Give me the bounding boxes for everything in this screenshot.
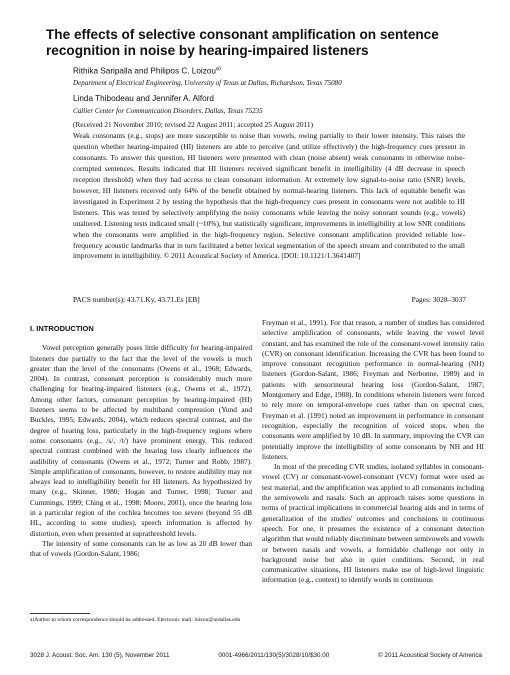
body-paragraph: Freyman et al., 1991). For that reason, a number of studies has considered selective amplification of consonants, while leaving the vowel level constant, and has examined the role of the consonant-vowel intensity ratio (CVR) on consonant identification. Increasing the CVR has been found to improve consonant recognition performance in normal-hearing (NH) listeners (Gordon-Salant, 1986; Freyman and Nerbonne, 1989) and in patients with sensorineural hearing loss (Gordon-Salant, 1987; Montgomery and Edge, 1988). In conditions wherein listeners were forced to rely more on temporal-envelope cues rather than on spectral cues, Freyman et al. (1991) noted an improvement in performance in consonant recognition, especially the recognition of voiced stops, when the consonants were amplified by 10 dB. In summary, improving the CVR can potentially improve the intelligibility of some consonants by NH and HI listeners. [262,318,484,461]
page-footer [30,652,482,659]
affiliation-1: Department of Electrical Engineering, University of Texas at Dallas, Richardson, Texas 75080 [73,79,342,87]
received-dates: (Received 21 November 2010; revised 22 August 2011; accepted 25 August 2011) [73,120,314,129]
footer-code: 0001-4966/2011/130(5)/3028/10/$30.00 [218,652,330,659]
page-range: Pages: 3028–3037 [411,295,466,304]
author-line-1 [73,66,221,76]
right-column [262,318,484,586]
article-title: The effects of selective consonant amplification on sentence recognition in noise by hearing-impaired listeners [46,27,439,58]
left-column [30,318,252,560]
affiliation-2: Callier Center for Communication Disorders, Dallas, Texas 75235 [73,107,263,115]
abstract: Weak consonants (e.g., stops) are more susceptible to noise than vowels, owing partially to their lower intensity. This raises the question whether hearing-impaired (HI) listeners are able to perceive (and utilize effectively) the high-frequency cues present in consonants. To answer this question, HI listeners were presented with clean (noise absent) weak consonants in otherwise noise-corrupted sentences. Results indicated that HI listeners received significant benefit in intelligibility (4 dB decrease in speech reception threshold) when they had access to clean consonant information. At extremely low signal-to-noise ratio (SNR) levels, however, HI listeners received only 64% of the benefit obtained by normal-hearing listeners. This lack of equitable benefit was investigated in Experiment 2 by testing the hypothesis that the high-frequency cues present in consonants were not audible to HI listeners. This was tested by selectively amplifying the noisy consonants while leaving the noisy sonorant sounds (e.g., vowels) unaltered. Listening tests indicated small (~10%), but statistically significant, improvements in intelligibility at low SNR conditions when the consonants were amplified in the high-frequency region. Selective consonant amplification provided reliable low-frequency acoustic landmarks that in turn facilitated a better lexical segmentation of the speech stream and contributed to the small improvement in intelligibility. © 2011 Acoustical Society of America. [DOI: 10.1121/1.3641407] [73,131,465,261]
authors-1: Rithika Saripalla and Philipos C. Loizou [73,66,216,76]
section-heading: I. INTRODUCTION [30,324,94,333]
footer-journal: 3028 J. Acoust. Soc. Am. 130 (5), November 2011 [30,652,170,659]
body-paragraph: Vowel perception generally poses little difficulty for hearing-impaired listeners due partially to the fact that the level of the vowels is much greater than the level of the consonants (Owens et al., 1968; Edwards, 2004). In contrast, consonant perception is considerably much more challenging for hearing-impaired listeners (e.g., Owens et al., 1972). Among other factors, consonant perception by hearing-impaired (HI) listeners seems to be affected by multiband compression (Yund and Buckles, 1995; Edwards, 2004), which reduces spectral contrast, and the degree of hearing loss, particularly in the high-frequency regions where some consonants (e.g., /s/, /t/) have prominent energy. This reduced spectral contrast combined with the hearing loss clearly influences the audibility of consonants (Owens et al., 1972; Turner and Robb, 1987). Simple amplification of consonants, however, to restore audibility may not always lead to intelligibility benefit for HI listeners. As hypothesized by many (e.g., Skinner, 1980; Hogan and Turner, 1998; Turner and Cummings, 1999; Ching et al., 1998; Moore, 2001), once the hearing loss in a particular region of the cochlea becomes too severe (beyond 55 dB HL, according to some studies), speech information is affected by distortion, even when presented at suprathreshold levels. [30,343,252,538]
body-paragraph: In most of the preceding CVR studies, isolated syllables in consonant-vowel (CV) or consonant-vowel-consonant (VCV) format were used as test material, and the amplification was applied to all consonants including the semivowels and nasals. Such an approach raises some questions in terms of practical implications in commercial hearing aids and in terms of generalization of the studies' outcomes and conclusions in continuous speech. For one, it presumes the existence of a consonant detection algorithm that would reliably discriminate between semivowels and vowels or between nasals and vowels, a formidable challenge not only in background noise but also in quiet conditions. Second, in real communicative situations, HI listeners make use of high-level linguistic information (e.g., context) to identify words in continuous [262,462,484,585]
footnote: a)Author to whom correspondence should be addressed. Electronic mail: loizou@utdallas.edu [30,617,241,623]
author-line-2: Linda Thibodeau and Jennifer A. Alford [73,94,214,103]
footer-copyright: © 2011 Acoustical Society of America [378,652,482,659]
author-footnote-marker: a) [215,66,221,72]
body-paragraph: The intensity of some consonants can be as low as 20 dB lower than that of vowels (Gordon-Salant, 1986; [30,538,252,559]
pacs-numbers: PACS number(s): 43.71.Ky, 43.71.Es [EB] [73,295,200,304]
footnote-rule [30,613,90,614]
